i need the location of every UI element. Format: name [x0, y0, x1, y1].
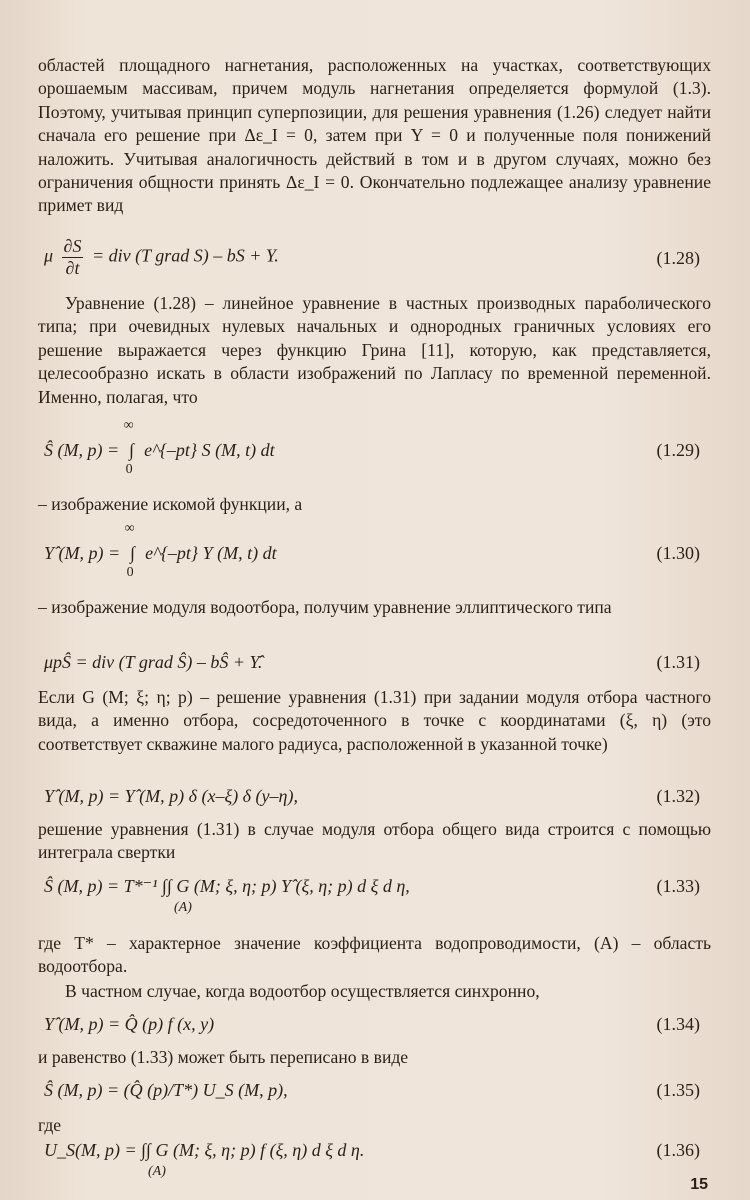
integral-lower-limit: 0: [125, 462, 133, 477]
equation-1-29: [44, 418, 700, 477]
equation-1-32: [44, 786, 700, 807]
equation-1-30: [44, 521, 700, 580]
eq-rhs: = div (T grad S) – bS + Υ.: [91, 245, 279, 266]
paragraph-7: где T* – характерное значение коэффициента водопроводимости, (A) – область водоотбора.: [38, 933, 711, 977]
integral-lower-limit: 0: [126, 565, 134, 580]
equation-number: (1.35): [656, 1080, 700, 1100]
eq-body: U_S(M, p) = ∫∫ G (M; ξ, η; p) f (ξ, η) d ξ d η.: [44, 1140, 365, 1160]
eq-denominator: ∂t: [65, 258, 80, 278]
integral-sign: ∫ ∞ 0: [123, 418, 135, 477]
equation-1-34: [44, 1014, 700, 1035]
equation-number: (1.32): [656, 786, 700, 806]
integral-upper-limit: ∞: [123, 418, 134, 433]
eq-body: Υ̂ (M, p) = Q̂ (p) f (x, y): [44, 1014, 215, 1034]
paragraph-4: – изображение модуля водоотбора, получим уравнение эллиптического типа: [38, 597, 612, 617]
equation-1-33: [44, 876, 700, 915]
paragraph-9: и равенство (1.33) может быть переписано в виде: [38, 1047, 409, 1067]
page-number: 15: [690, 1176, 708, 1193]
equation-number: (1.36): [656, 1140, 700, 1160]
paragraph-1: областей площадного нагнетания, расположенных на участках, соответствующих орошаемым массивам, причем модуль нагнетания определяется формулой (1.3). Поэтому, учитывая принцип суперпозиции, для решения уравнения (1.26) следует найти сначала его решение при Δε_I = 0, затем при Υ = 0 и полученные поля понижений наложить. Учитывая аналогичность действий в том и в другом случаях, можно без ограничения общности принять Δε_I = 0. Окончательно подлежащее анализу уравнение примет вид: [38, 55, 711, 216]
eq-fraction: [62, 236, 84, 279]
paragraph-2: Уравнение (1.28) – линейное уравнение в частных производных параболического типа; при очевидных нулевых начальных и однородных граничных условиях его решение выражается через функцию Грина [11], которую, как представляется, целесообразно искать в области изображений по Лапласу по временной переменной. Именно, полагая, что: [38, 293, 711, 407]
integral-upper-limit: ∞: [124, 521, 135, 536]
equation-number: (1.34): [656, 1014, 700, 1034]
equation-number: (1.29): [656, 440, 700, 460]
paragraph-5: Если G (M; ξ; η; p) – решение уравнения (1.31) при задании модуля отбора частного вида, а именно отбора, сосредоточенного в точке с координатами (ξ, η) (это соответствует скважине малого радиуса, расположенной в указанной точке): [38, 687, 711, 754]
equation-number: (1.30): [656, 543, 700, 563]
eq-body: μpŜ = div (T grad Ŝ) – bŜ + Υ̂.: [44, 652, 263, 672]
eq-body: Ŝ (M, p) = T*⁻¹ ∫∫ G (M; ξ, η; p) Υ̂ (ξ, η; p) d ξ d η,: [44, 876, 410, 896]
eq-lhs: Υ̂ (M, p) =: [44, 543, 121, 563]
integration-domain-label: (A): [174, 900, 192, 915]
eq-integrand: e^{–pt} S (M, t) dt: [144, 440, 275, 460]
eq-mu: μ: [44, 245, 54, 266]
equation-number: (1.31): [656, 652, 700, 672]
paragraph-3: – изображение искомой функции, а: [38, 494, 303, 514]
paragraph-10: где: [38, 1115, 62, 1135]
equation-number: (1.28): [656, 248, 700, 268]
eq-body: Υ̂ (M, p) = Υ̂ (M, p) δ (x–ξ) δ (y–η),: [44, 786, 298, 806]
paragraph-6: решение уравнения (1.31) в случае модуля отбора общего вида строится с помощью интеграла свертки: [38, 819, 711, 863]
integral-sign: ∫ ∞ 0: [124, 521, 136, 580]
equation-1-31: [44, 652, 700, 673]
eq-integrand: e^{–pt} Υ (M, t) dt: [145, 543, 277, 563]
equation-1-28: [44, 236, 700, 279]
eq-numerator: ∂S: [63, 236, 82, 256]
equation-1-35: [44, 1080, 700, 1101]
integration-domain-label: (A): [148, 1164, 166, 1179]
equation-number: (1.33): [656, 876, 700, 896]
paragraph-8: В частном случае, когда водоотбор осуществляется синхронно,: [65, 981, 540, 1001]
eq-lhs: Ŝ (M, p) =: [44, 440, 120, 460]
eq-body: Ŝ (M, p) = (Q̂ (p)/T*) U_S (M, p),: [44, 1080, 288, 1100]
equation-1-36: [44, 1140, 700, 1179]
